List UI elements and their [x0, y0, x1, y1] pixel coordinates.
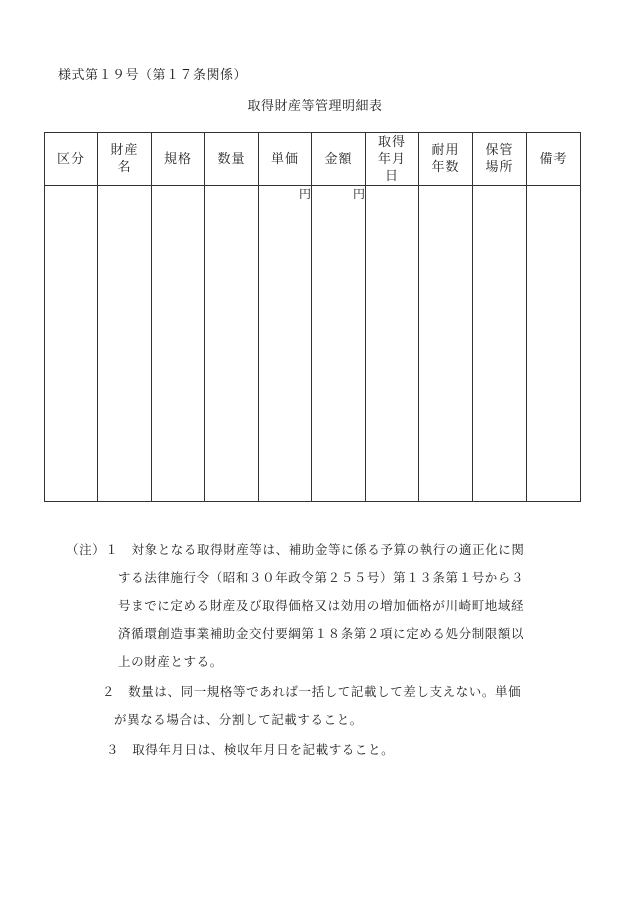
document-title: 取得財産等管理明細表: [247, 99, 383, 114]
cell-category[interactable]: [45, 186, 98, 502]
header-remarks: 備考: [527, 133, 581, 186]
cell-acquisition-date[interactable]: [366, 186, 419, 502]
note-3: ３ 取得年月日は、検収年月日を記載すること。: [106, 742, 395, 757]
note-1-line-4: 済循環創造事業補助金交付要綱第１８条第２項に定める処分制限額以: [118, 626, 525, 641]
cell-quantity[interactable]: [205, 186, 259, 502]
header-unit-price: 単価: [259, 133, 312, 186]
cell-specification[interactable]: [152, 186, 205, 502]
header-row: [45, 133, 581, 186]
form-number: 様式第１９号（第１７条関係）: [58, 68, 248, 83]
unit-price-unit: 円: [298, 187, 311, 201]
note-1-line-5: 上の財産とする。: [118, 654, 223, 669]
cell-storage-location[interactable]: [473, 186, 527, 502]
note-1-line-1: （注）１ 対象となる取得財産等は、補助金等に係る予算の執行の適正化に関: [66, 542, 525, 557]
table-row: [45, 186, 581, 502]
header-specification: 規格: [152, 133, 205, 186]
cell-remarks[interactable]: [527, 186, 581, 502]
header-amount: 金額: [312, 133, 366, 186]
header-storage-location: 保管 場所: [473, 133, 527, 186]
note-1-line-2: する法律施行令（昭和３０年政令第２５５号）第１３条第１号から３: [118, 570, 525, 585]
cell-asset-name[interactable]: [98, 186, 152, 502]
asset-ledger-table: [44, 132, 581, 502]
header-quantity: 数量: [205, 133, 259, 186]
cell-unit-price[interactable]: [259, 186, 312, 502]
header-category: 区分: [45, 133, 98, 186]
header-useful-life: 耐用 年数: [419, 133, 473, 186]
note-2-line-2: が異なる場合は、分割して記載すること。: [114, 712, 363, 727]
header-acquisition-date: 取得 年月 日: [366, 133, 419, 186]
cell-amount[interactable]: [312, 186, 366, 502]
note-2-line-1: ２ 数量は、同一規格等であれば一括して記載して差し支えない。単価: [102, 684, 522, 699]
amount-unit: 円: [352, 187, 365, 201]
header-asset-name: 財産 名: [98, 133, 152, 186]
cell-useful-life[interactable]: [419, 186, 473, 502]
note-1-line-3: 号までに定める財産及び取得価格又は効用の増加価格が川崎町地域経: [118, 598, 525, 613]
